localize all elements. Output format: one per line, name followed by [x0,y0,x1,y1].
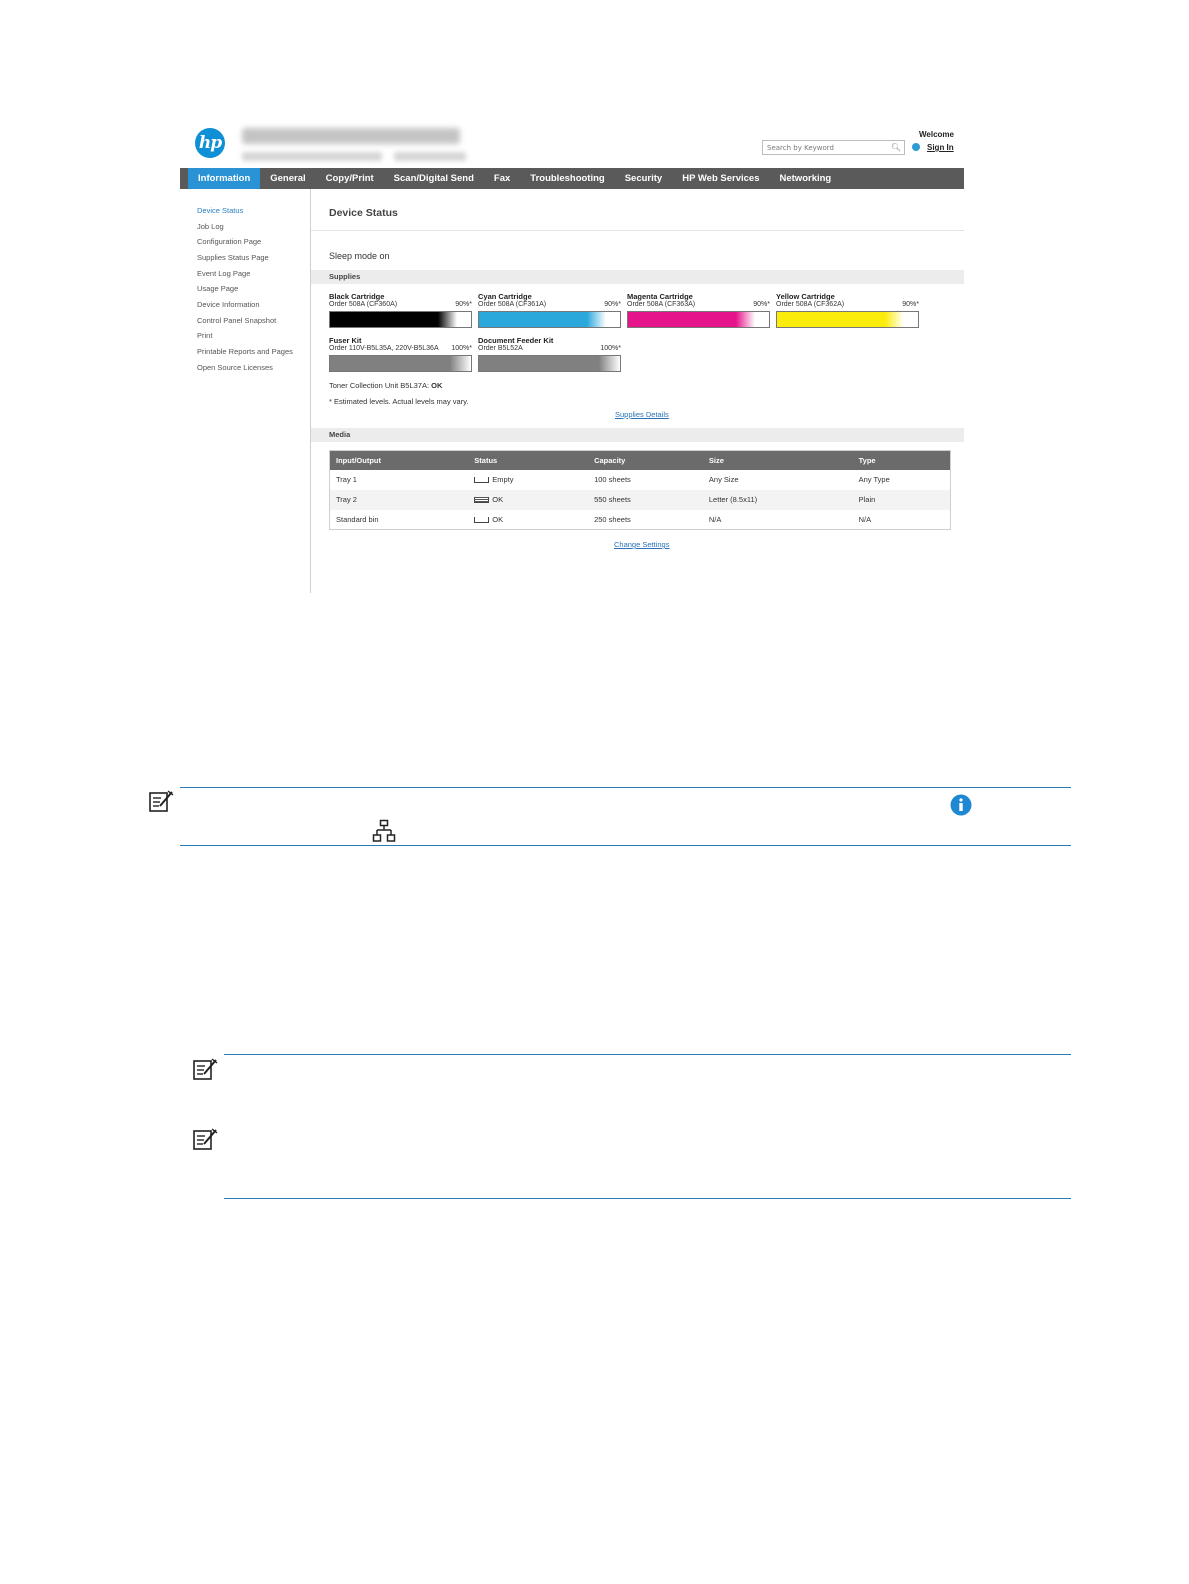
media-status [468,490,588,510]
media-status [468,470,588,490]
column-header: Input/Output [330,451,469,470]
tab-copy-print[interactable]: Copy/Print [325,173,374,184]
supply-order: Order 508A (CF360A) [329,301,398,308]
media-type: N/A [858,514,872,524]
supply-percent: 100%* [451,345,472,352]
media-type: Plain [853,490,951,510]
media-io: Standard bin [336,514,379,524]
supply-level-bar [329,311,472,328]
supply-order: Order B5L52A [478,345,523,352]
tab-troubleshooting[interactable]: Troubleshooting [530,173,605,184]
supply-level-fill [628,312,755,327]
supplies-details-link[interactable]: Supplies Details [615,410,669,419]
sleep-status: Sleep mode on [329,251,390,261]
estimate-note: * Estimated levels. Actual levels may vary. [329,397,469,406]
note-rule-bottom [180,845,1071,846]
note-icon [192,1127,218,1151]
media-size: Any Size [708,475,739,484]
media-status-text: Empty [492,475,514,484]
tab-general[interactable]: General [270,173,306,184]
media-capacity: 250 sheets [594,514,631,524]
ews-screenshot [180,115,964,593]
media-size: Letter (8.5x11) [703,490,853,510]
search-icon[interactable]: 🔍︎ [890,143,901,152]
supply-level-fill [777,312,904,327]
supply-order: Order 110V-B5L35A, 220V-B5L36A [329,345,439,352]
hp-logo: hp [195,128,225,158]
tab-hp-web-services[interactable]: HP Web Services [682,173,760,184]
note-rule-bottom [224,1198,1071,1199]
supply-level-bar [627,311,770,328]
supply-level-bar [329,355,472,372]
supply-level-fill [330,356,471,371]
tab-information[interactable]: Information [188,168,260,189]
search-input[interactable] [762,140,905,155]
supply-name: Yellow Cartridge [776,292,835,301]
toner-collection-unit [329,381,442,390]
search-placeholder: Search by Keyword [767,144,834,152]
tab-networking[interactable]: Networking [779,173,832,184]
sidebar-item-open-source-licenses[interactable]: Open Source Licenses [197,363,273,372]
supply-level-bar [478,311,621,328]
sidebar-item-control-panel-snapshot[interactable]: Control Panel Snapshot [197,316,277,325]
table-row [330,470,951,490]
welcome-label: Welcome [919,130,954,139]
supply-percent: 100%* [600,345,621,352]
supply-level-fill [330,312,457,327]
media-header-row [330,451,951,470]
sidebar-item-device-information[interactable]: Device Information [197,300,260,309]
supply-level-fill [479,356,620,371]
sidebar-item-printable-reports-and-pages[interactable]: Printable Reports and Pages [197,347,293,356]
media-status-text: OK [492,495,504,504]
supply-name: Black Cartridge [329,292,385,301]
printer-ip-blurred [394,152,466,161]
printer-host-blurred [242,152,382,161]
column-header: Capacity [588,451,703,470]
supply-level-fill [479,312,606,327]
media-io: Tray 1 [336,475,357,484]
supply-name: Fuser Kit [329,336,362,345]
printer-model-blurred [242,128,460,144]
column-header: Status [468,451,588,470]
media-size: N/A [708,514,722,524]
tray-icon [474,477,489,483]
note-rule-top [180,787,1071,788]
tab-security[interactable]: Security [624,173,663,184]
supply-level-bar [776,311,919,328]
supply-order: Order 508A (CF362A) [776,301,845,308]
sidebar-item-event-log-page[interactable]: Event Log Page [197,269,251,278]
device-status-panel [311,189,964,593]
sidebar-item-job-log[interactable]: Job Log [197,222,224,231]
supply-item [776,292,919,332]
media-capacity: 100 sheets [594,475,631,484]
sidebar-item-supplies-status-page[interactable]: Supplies Status Page [197,253,269,262]
supply-item [478,292,621,332]
media-table [329,450,951,530]
toner-collection-label: Toner Collection Unit B5L37A: [329,381,430,390]
supply-percent: 90%* [604,301,621,308]
media-io: Tray 2 [330,490,469,510]
tab-fax[interactable]: Fax [493,173,511,184]
table-row [330,490,951,510]
supply-level-bar [478,355,621,372]
tab-scan-digital-send[interactable]: Scan/Digital Send [393,173,474,184]
media-status [468,510,588,530]
supply-order: Order 508A (CF361A) [478,301,547,308]
sidebar-item-configuration-page[interactable]: Configuration Page [197,237,262,246]
page-title: Device Status [329,207,398,219]
supply-name: Document Feeder Kit [478,336,554,345]
tray-icon [474,517,489,523]
media-status-text: OK [492,514,504,524]
media-heading: Media [311,428,964,442]
media-capacity: 550 sheets [588,490,703,510]
supply-item [329,292,472,332]
sidebar-item-usage-page[interactable]: Usage Page [197,284,239,293]
user-icon [912,143,920,151]
tray-icon [474,497,489,503]
supply-name: Magenta Cartridge [627,292,693,301]
sidebar-navigation [180,189,311,593]
note-icon [148,789,174,813]
note-rule-top [224,1054,1071,1055]
supply-percent: 90%* [753,301,770,308]
sign-in-link[interactable]: Sign In [927,143,954,152]
supply-name: Cyan Cartridge [478,292,532,301]
media-type: Any Type [858,475,890,484]
network-icon [372,819,396,843]
toner-collection-status: OK [431,381,443,390]
supply-item [478,336,621,376]
divider [311,230,964,231]
column-header: Size [703,451,853,470]
supply-percent: 90%* [902,301,919,308]
sidebar-item-device-status[interactable]: Device Status [197,206,244,215]
supply-item [329,336,472,376]
sidebar-item-print[interactable]: Print [197,331,213,340]
supply-order: Order 508A (CF363A) [627,301,696,308]
note-icon [192,1057,218,1081]
info-icon [950,794,972,816]
main-navigation [180,168,964,189]
table-row [330,510,951,530]
supply-percent: 90%* [455,301,472,308]
column-header: Type [853,451,951,470]
change-settings-link[interactable]: Change Settings [614,540,670,549]
supply-item [627,292,770,332]
supplies-heading: Supplies [311,270,964,284]
